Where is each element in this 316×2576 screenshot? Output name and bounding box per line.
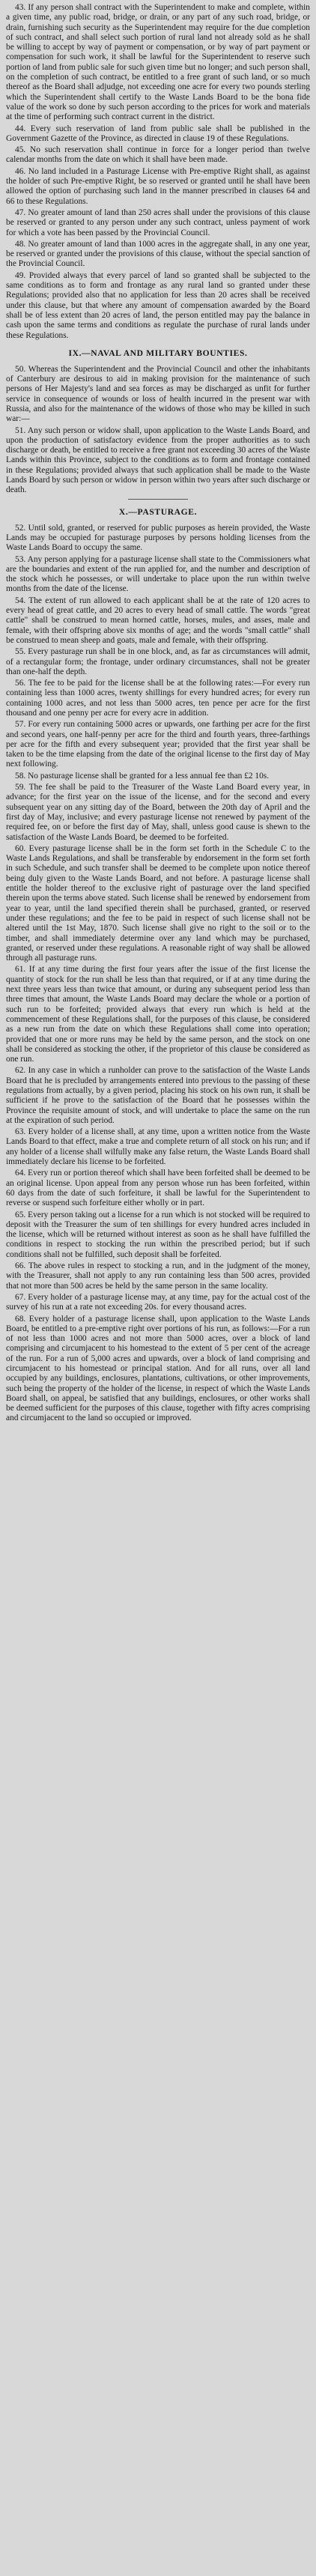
clause-60: 60. Every pasturage license shall be in the form set forth in the Schedule C to the Waste Lands Regulations, and shall be transferable by endorsement in the form set forth in such Schedule, and such transfer shall be deemed to be complete upon notice thereof being duly given to the Waste Lands Board, and not before. A pasturage license shall entitle the holder thereof to the exclusive right of pasturage over the land specified therein upon the terms above stated. Such license shall be renewed by endorsement from year to year, until the land specified therein shall be purchased, granted, or reserved under these regulations; and the fee to be paid in respect of such license shall not be altered until the 1st May, 1870. Such license shall give no right to the soil or to the timber, and shall immediately determine over any land which may be purchased, granted, or reserved under these regulations. A reasonable right of way shall be allowed through all pasturage runs. xyxy=(6,843,310,963)
clauses-part-1 xyxy=(6,3,310,341)
clause-43: 43. If any person shall contract with the Superintendent to make and complete, within a given time, any public road, bridge, or drain, or any part of any such road, bridge, or drain, furnishing such security as the Superintendent may require for the due completion of such contract, and shall select such portion of rural land not already sold as he shall be willing to accept by way of payment or compensation, or by way of part payment or compensation for such work, it shall be lawful for the Superintendent to reserve such portion of land from public sale for such given time but no longer; and such person shall, on the completion of such contract, be entitled to a free grant of such land, or so much thereof as the Board shall adjudge, not exceeding one acre for every two pounds sterling which the Superintendent shall certify to the Waste Lands Board to be the bona fide value of the work so done by such person according to the prices for work and materials at the time of performing such contract current in the district. xyxy=(6,3,310,122)
clause-58: 58. No pasturage license shall be granted for a less annual fee than £2 10s. xyxy=(15,771,270,781)
clause-62: 62. In any case in which a runholder can prove to the satisfaction of the Waste Lands Board that he is precluded by arrangements entered into previous to the passing of these regulations from actually, by a given period, placing his stock on his own run, it shall be sufficient if he prove to the satisfaction of the Board that he possesses within the Province the requisite amount of stock, and will undertake to place the same on the run at the expiration of such period. xyxy=(6,1066,310,1125)
section-heading-pasturage: X.—PASTURAGE. xyxy=(118,506,198,517)
clause-57: 57. For every run containing 5000 acres or upwards, one farthing per acre for the first and second years, one half-penny per acre for the third and fourth years, three-farthings per acre for the fifth and every subsequent year; provided that the first year shall be taken to be the time elapsing from the date of the original license to the first day of May next following. xyxy=(6,720,310,769)
clause-50: 50. Whereas the Superintendent and the Provincial Council and other the inhabitants of Canterbury are desirous to aid in making provision for the maintenance of such persons of Her Majesty's land and sea forces as may be discharged as unfit for further service in consequence of wounds or loss of health incurred in the present war with Russia, and also for the maintenance of the widows of those who may be killed in such war:— xyxy=(6,364,310,424)
clause-64: 64. Every run or portion thereof which shall have been forfeited shall be deemed to be an original license. Upon appeal from any person whose run has been forfeited, within 60 days from the date of such forfeiture, it shall be lawful for the Superintendent to reverse or suspend such forfeiture either wholly or in part. xyxy=(6,1169,310,1208)
clause-46: 46. No land included in a Pasturage License with Pre-emptive Right shall, as against the holder of such Pre-emptive Right, be so reserved or granted until he shall have been allowed the option of purchasing such land in the manner prescribed in clauses 64 and 66 to these Regulations. xyxy=(6,166,310,206)
clause-44: 44. Every such reservation of land from public sale shall be published in the Government Gazette of the Province, as directed in clause 19 of these Regulations. xyxy=(6,124,310,143)
section-heading-naval-military-bounties: IX.—NAVAL AND MILITARY BOUNTIES. xyxy=(68,348,248,358)
clause-54: 54. The extent of run allowed to each applicant shall be at the rate of 120 acres to every head of great cattle, and 20 acres to every head of small cattle. The words "great cattle" shall be construed to mean horned cattle, horses, mules, and asses, male and female, with their offspring above six months of age; and the words "small cattle" shall be construed to mean sheep and goats, male and female, with their offspring. xyxy=(6,595,310,645)
clause-45: 45. No such reservation shall continue in force for a longer period than twelve calendar months from the date on which it shall have been made. xyxy=(6,145,310,165)
clause-63: 63. Every holder of a license shall, at any time, upon a written notice from the Waste Lands Board to that effect, make a true and complete return of all stock on his run; and if any holder of a license shall wilfully make any false return, the Waste Lands Board shall immediately declare his license to be forfeited. xyxy=(6,1127,310,1167)
clause-52: 52. Until sold, granted, or reserved for public purposes as herein provided, the Waste Lands may be occupied for pasturage purposes by persons holding licenses from the Waste Lands Board to occupy the same. xyxy=(6,523,310,553)
clause-51: 51. Any such person or widow shall, upon application to the Waste Lands Board, and upon the production of satisfactory evidence from the proper authorities as to such discharge or death, be entitled to receive a free grant not exceeding 30 acres of the Waste Lands within this Province, subject to the conditions as to form and frontage contained in these Regulations; provided always that such application shall be made to the Waste Lands Board by such person or widow in person within two years after such discharge or death. xyxy=(6,425,310,495)
clause-61: 61. If at any time during the first four years after the issue of the first license the quantity of stock for the run shall be less than that required, or if at any time during the next three years less than twice that amount, or during any subsequent period less than three times that amount, the Waste Lands Board may declare the whole or a portion of such run to be forfeited; provided always that every run which is held at the commencement of these Regulations shall, for the purposes of this clause, be considered as a new run from the date on which these Regulations shall come into operation; provided that one or more runs may be held by the same person, and the stock on one shall be considered as stocking the other, if the proprietor of this clause be considered as one run. xyxy=(6,965,310,1064)
clause-67: 67. Every holder of a pasturage license may, at any time, pay for the actual cost of the survey of his run at a rate not exceeding 20s. for every thousand acres. xyxy=(6,1292,310,1312)
clause-59: 59. The fee shall be paid to the Treasurer of the Waste Land Board every year, in advance; for the first year on the issue of the license, and for the second and every subsequent year on any sitting day of the Board, between the 20th day of April and the first day of May, inclusive; and every pasturage license not renewed by payment of the required fee, on or before the first day of May, shall, unless good cause is shewn to the satisfaction of the Waste Lands Board, be deemed to be forfeited. xyxy=(6,783,310,842)
clause-47: 47. No greater amount of land than 250 acres shall under the provisions of this clause be reserved or granted to any person under any such contract, unless payment of work for which a vote has been passed by the Provincial Council. xyxy=(6,207,310,237)
clause-53: 53. Any person applying for a pasturage license shall state to the Commissioners what are the boundaries and extent of the run applied for, and the number and description of the stock which he possesses, or will undertake to place upon the run within twelve months from the date of the license. xyxy=(6,554,310,594)
clause-65: 65. Every person taking out a license for a run which is not stocked will be required to deposit with the Treasurer the sum of ten shillings for every hundred acres included in the license, which will be returned without interest as soon as he shall have fulfilled the conditions in respect to stocking the run within the prescribed period; but if such conditions shall not be fulfilled, such deposit shall be forfeited. xyxy=(6,1210,310,1259)
clause-55: 55. Every pasturage run shall be in one block, and, as far as circumstances will admit, of a rectangular form; the frontage, under ordinary circumstances, shall not be greater than one-half the depth. xyxy=(6,647,310,676)
section-divider xyxy=(128,499,188,500)
clauses-part-2 xyxy=(6,365,310,496)
clauses-part-3 xyxy=(6,524,310,1424)
clause-68: 68. Every holder of a pasturage license shall, upon application to the Waste Lands Board, be entitled to a pre-emptive right over portions of his run, as follows:—For a run of not less than 1000 acres and not more than 5000 acres, over a block of land comprising and circumjacent to his homestead to the extent of 5 per cent of the acreage of the run. For a run of 5,000 acres and upwards, over a block of land comprising and circumjacent to his homestead or principal station. And for all runs, over all land occupied by any buildings, enclosures, plantations, cultivations, or other improvements, such being the property of the holder of the license, in respect of which the Waste Lands Board shall, on appeal, be satisfied that any buildings, enclosures, or other works shall be deemed sufficient for the purposes of this clause, together with fifty acres comprising and circumjacent to the land so occupied or improved. xyxy=(6,1314,310,1423)
clause-49: 49. Provided always that every parcel of land so granted shall be subjected to the same conditions as to form and frontage as any rural land so granted under these Regulations; provided also that no application for less than 20 acres shall be received under this clause, but that where any amount of compensation awarded by the Board shall be of less extent than 20 acres of land, the person entitled may pay the balance in cash upon the same terms and conditions as regulate the purchase of rural lands under these Regulations. xyxy=(6,270,310,340)
clause-56: 56. The fee to be paid for the license shall be at the following rates:—For every run containing less than 1000 acres, twenty shillings for every hundred acres; for every run containing 1000 acres, and not less than 5000 acres, ten pence per acre for the first thousand and one penny per acre for every acre in addition. xyxy=(6,679,310,718)
clause-48: 48. No greater amount of land than 1000 acres in the aggregate shall, in any one year, be reserved or granted under the provisions of this clause, without the special sanction of the Provincial Council. xyxy=(6,239,310,269)
clause-66: 66. The above rules in respect to stocking a run, and in the judgment of the money, with the Treasurer, shall not apply to any run containing less than 500 acres, provided that not more than 500 acres be held by the same person in the same locality. xyxy=(6,1261,310,1291)
